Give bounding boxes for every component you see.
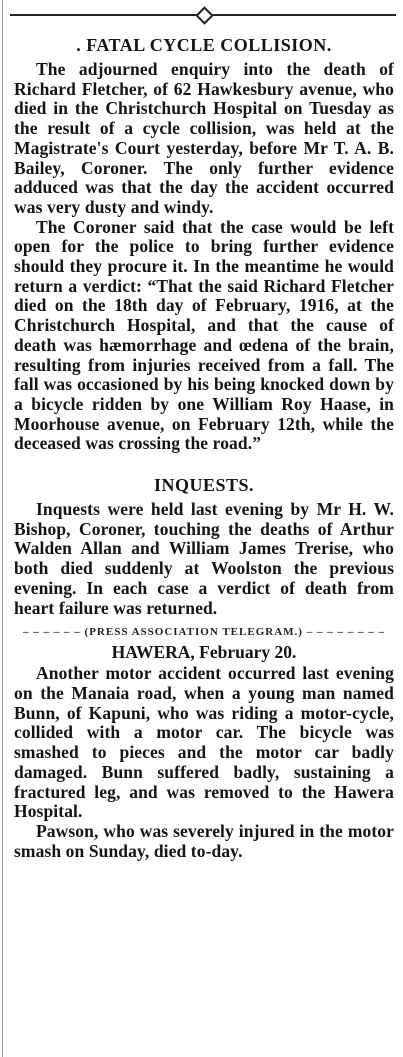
article3-paragraph-2: Pawson, who was severely injured in the motor smash on Sunday, died to-day. bbox=[14, 820, 394, 861]
dash-rule-right: – – – – – – – – bbox=[302, 626, 385, 639]
column-left-rule bbox=[2, 0, 3, 1057]
article3-dateline: HAWERA, February 20. bbox=[111, 642, 297, 663]
dash-rule-left: – – – – – – bbox=[23, 626, 85, 639]
article2-headline: INQUESTS. bbox=[153, 475, 255, 496]
newspaper-column bbox=[14, 34, 394, 861]
diamond-ornament-icon bbox=[195, 6, 213, 24]
article2-paragraph-1: Inquests were held last evening by Mr H. W. Bishop, Coroner, touching the deaths of Arthur Walden Allan and William James Trerise, who both died suddenly at Woolston the previous evening. In each case a verdict of death from heart failure was returned. bbox=[14, 499, 394, 618]
article3-source: (PRESS ASSOCIATION TELEGRAM.) bbox=[84, 626, 303, 639]
article3-source-line bbox=[14, 626, 394, 638]
article3-paragraph-1: Another motor accident occurred last evening on the Manaia road, when a young man named Bunn, of Kapuni, who was riding a motor-cycle, collided with a motor car. The bicycle was smashed to pieces and the motor car badly damaged. Bunn suffered badly, sustaining a fractured leg, and was removed to the Hawera Hospital. bbox=[14, 663, 394, 822]
article1-paragraph-1: The adjourned enquiry into the death of Richard Fletcher, of 62 Hawkesbury avenue, who died in the Christchurch Hospital on Tuesday as the result of a cycle collision, was held at the Magistrate's Court yesterday, before Mr T. A. B. Bailey, Coroner. The only further evidence adduced was that the day the accident occurred was very dusty and windy. bbox=[14, 59, 394, 217]
article1-headline: . FATAL CYCLE COLLISION. bbox=[76, 35, 332, 55]
article1-paragraph-2: The Coroner said that the case would be left open for the police to bring further evidence should they procure it. In the meantime he would return a verdict: “That the said Richard Fletcher died on the 18th day of February, 1916, at the Christchurch Hospital, and that the cause of death was hæmorrhage and œdena of the brain, resulting from injuries received from a fall. The fall was occasioned by his being knocked down by a bicycle ridden by one William Roy Haase, in Moorhouse avenue, on February 12th, while the deceased was crossing the road.” bbox=[14, 216, 394, 454]
article-gap bbox=[14, 454, 394, 474]
